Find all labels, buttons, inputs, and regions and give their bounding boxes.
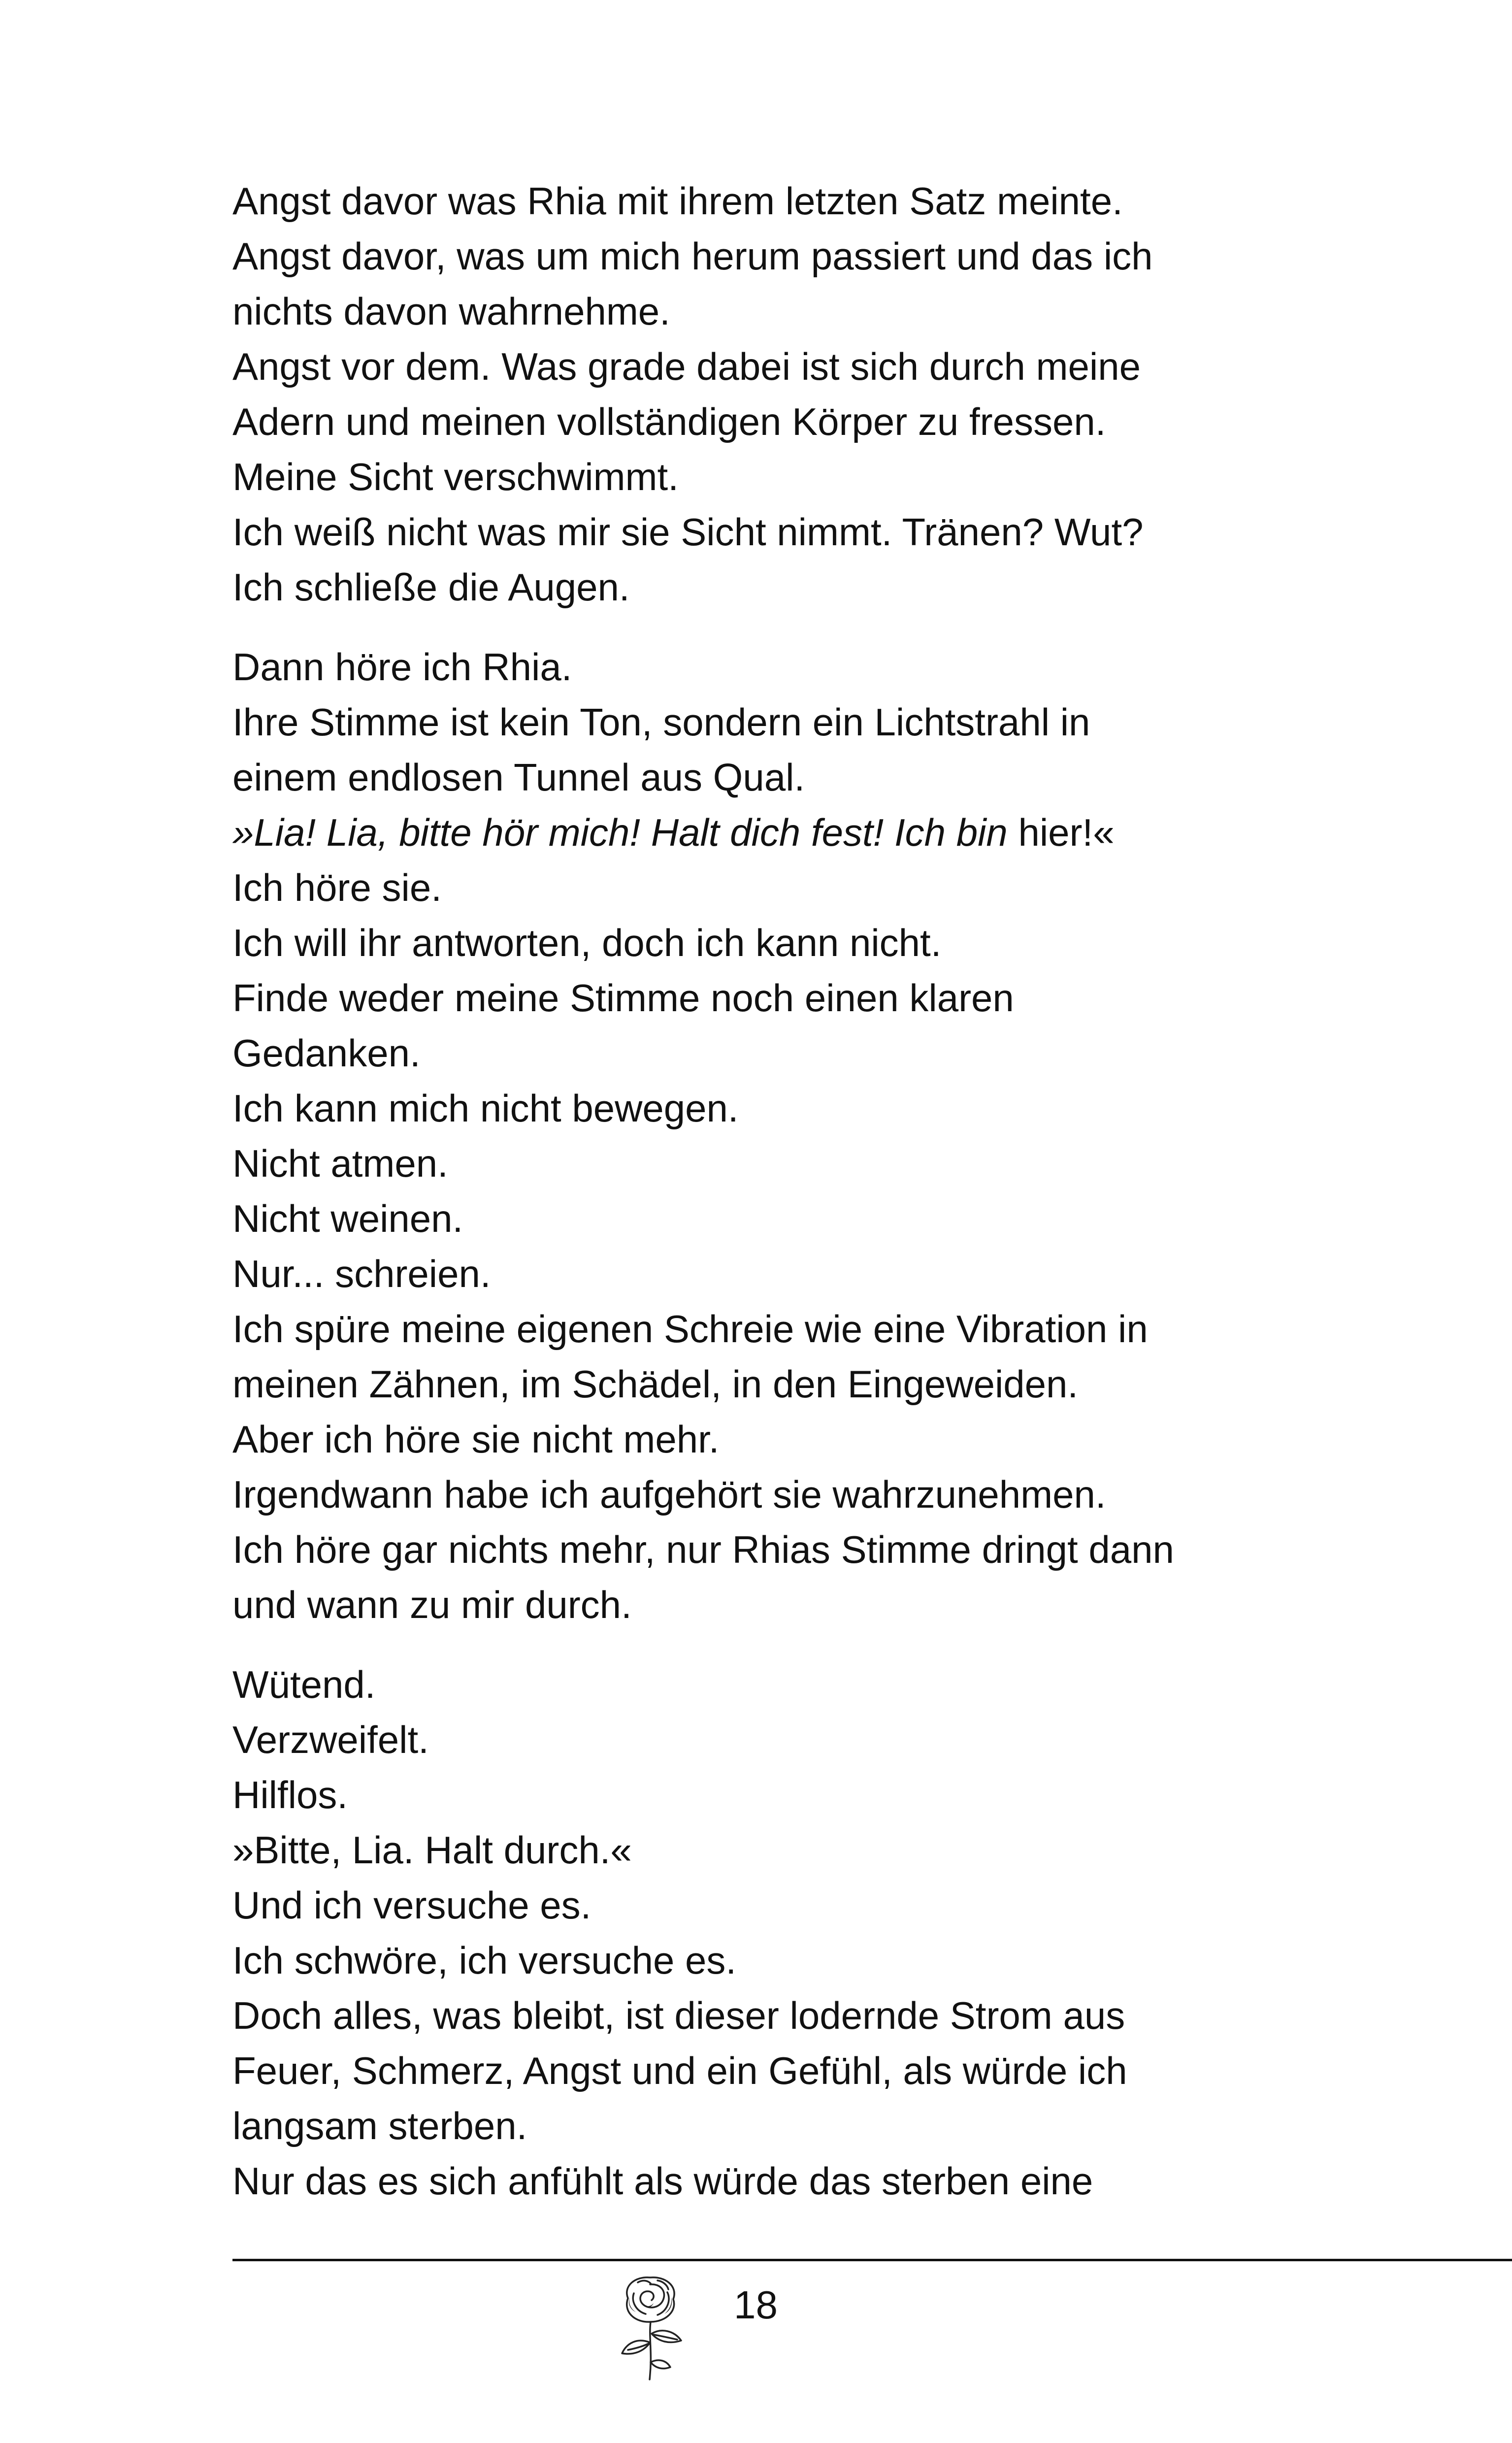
text-line: Ihre Stimme ist kein Ton, sondern ein Lichtstrahl in	[232, 700, 1090, 744]
text-line: Wütend.	[232, 1663, 376, 1706]
text-line-dialogue	[232, 805, 1267, 860]
text-line: Ich spüre meine eigenen Schreie wie eine Vibration in	[232, 1307, 1148, 1351]
text-line: Ich höre gar nichts mehr, nur Rhias Stimme dringt dann	[232, 1528, 1174, 1571]
text-line: einem endlosen Tunnel aus Qual.	[232, 756, 805, 799]
rose-icon	[608, 2269, 692, 2382]
text-line: Und ich versuche es.	[232, 1883, 592, 1927]
text-line: Finde weder meine Stimme noch einen klaren	[232, 976, 1014, 1020]
text-line: Feuer, Schmerz, Angst und ein Gefühl, als würde ich	[232, 2049, 1127, 2092]
text-line: Angst davor, was um mich herum passiert und das ich	[232, 234, 1153, 278]
text-line: Nur... schreien.	[232, 1252, 491, 1295]
text-line: Ich höre sie.	[232, 866, 442, 909]
dialogue-end: hier!«	[1018, 811, 1115, 854]
text-line: Aber ich höre sie nicht mehr.	[232, 1418, 720, 1461]
text-line: Nicht weinen.	[232, 1197, 463, 1240]
text-line: Ich kann mich nicht bewegen.	[232, 1087, 739, 1130]
text-line: Adern und meinen vollständigen Körper zu fressen.	[232, 400, 1106, 443]
page-number: 18	[734, 2283, 778, 2327]
text-line: Ich weiß nicht was mir sie Sicht nimmt. Tränen? Wut?	[232, 510, 1144, 554]
text-line: meinen Zähnen, im Schädel, in den Eingeweiden.	[232, 1362, 1079, 1406]
text-line: Angst vor dem. Was grade dabei ist sich durch meine	[232, 345, 1141, 388]
text-line: nichts davon wahrnehme.	[232, 290, 670, 333]
text-line: Gedanken.	[232, 1031, 421, 1075]
text-line: Nur das es sich anfühlt als würde das sterben eine	[232, 2159, 1093, 2203]
text-line: Verzweifelt.	[232, 1718, 429, 1761]
text-line: Nicht atmen.	[232, 1142, 448, 1185]
text-line: Doch alles, was bleibt, ist dieser lodernde Strom aus	[232, 1994, 1125, 2037]
text-line: Hilflos.	[232, 1773, 348, 1816]
page-text	[232, 173, 1267, 2209]
text-line: langsam sterben.	[232, 2104, 527, 2147]
dialogue-text: »Lia! Lia, bitte hör mich! Halt dich fest! Ich bin	[232, 811, 1008, 854]
footer-divider	[232, 2259, 1512, 2261]
text-line: und wann zu mir durch.	[232, 1583, 632, 1626]
text-line-dialogue: »Bitte, Lia. Halt durch.«	[232, 1828, 632, 1872]
text-line: Ich will ihr antworten, doch ich kann nicht.	[232, 921, 942, 964]
text-line: Ich schwöre, ich versuche es.	[232, 1939, 737, 1982]
text-line: Irgendwann habe ich aufgehört sie wahrzunehmen.	[232, 1473, 1106, 1516]
text-line: Ich schließe die Augen.	[232, 565, 630, 609]
text-line: Meine Sicht verschwimmt.	[232, 455, 679, 498]
text-line: Dann höre ich Rhia.	[232, 645, 572, 689]
text-line: Angst davor was Rhia mit ihrem letzten Satz meinte.	[232, 179, 1123, 223]
